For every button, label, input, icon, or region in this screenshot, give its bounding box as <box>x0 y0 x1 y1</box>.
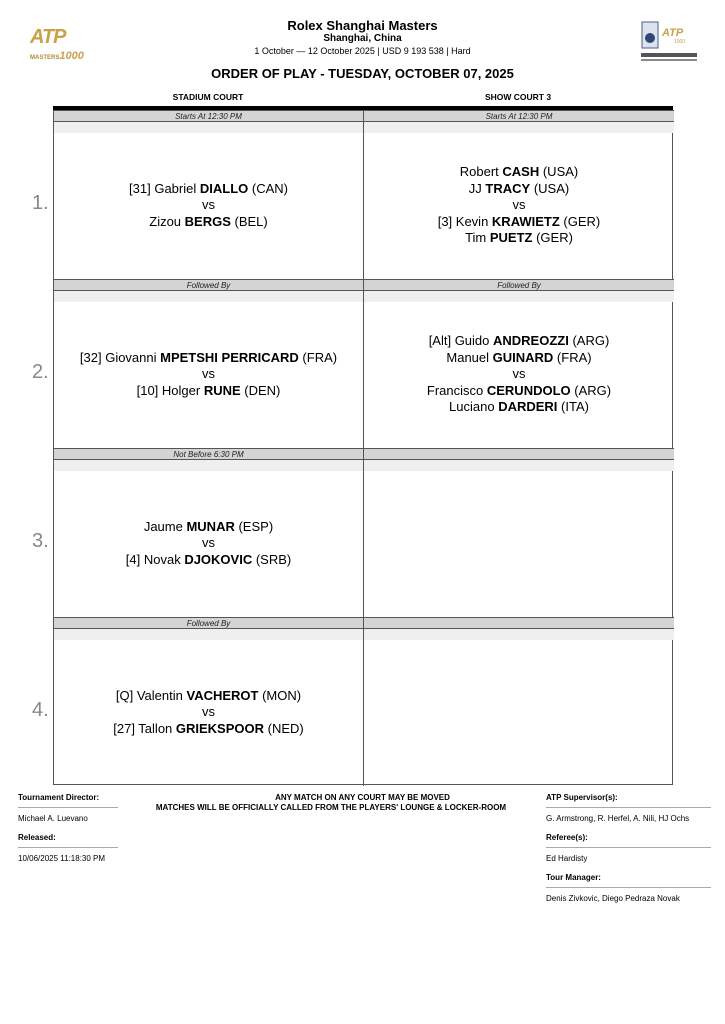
notice-moved: ANY MATCH ON ANY COURT MAY BE MOVED <box>275 793 450 802</box>
start-time-band <box>364 617 674 629</box>
player-prefix: [31] Gabriel <box>129 180 200 196</box>
player-line <box>113 721 303 738</box>
player-surname: GUINARD <box>492 349 554 365</box>
player-country: (FRA) <box>298 349 338 365</box>
player-prefix: [27] Tallon <box>113 720 176 736</box>
footer-value: G. Armstrong, R. Herfel, A. Nili, HJ Ochs <box>546 814 690 823</box>
row-number: 2. <box>32 361 49 383</box>
player-line <box>465 230 573 247</box>
player-surname: BERGS <box>184 213 231 229</box>
start-time-band: Followed By <box>364 279 674 291</box>
player-prefix: JJ <box>468 180 486 196</box>
spacer-band <box>54 291 363 302</box>
player-surname: DARDERI <box>498 399 558 415</box>
match-cell <box>364 448 674 617</box>
tournament-info: 1 October — 12 October 2025 | USD 9 193 538 | Hard <box>254 46 471 56</box>
start-time-band <box>364 448 674 460</box>
player-country: (ARG) <box>570 382 612 398</box>
vs-label <box>202 704 215 721</box>
player-prefix: vs <box>512 197 526 213</box>
match-players <box>364 302 674 447</box>
match-cell <box>54 110 364 279</box>
player-prefix: vs <box>202 704 215 720</box>
row-number: 1. <box>32 192 49 214</box>
player-surname: PUETZ <box>489 230 533 246</box>
player-prefix: vs <box>202 535 215 551</box>
footer-label: ATP Supervisor(s): <box>546 793 618 802</box>
spacer-band <box>364 291 674 302</box>
row-number: 4. <box>32 699 49 721</box>
match-cell <box>364 110 674 279</box>
player-line <box>137 383 281 400</box>
player-prefix: [3] Kevin <box>437 213 492 229</box>
player-line <box>80 350 337 367</box>
match-players <box>54 640 363 785</box>
player-prefix: Robert <box>459 164 503 180</box>
player-country: (BEL) <box>230 213 268 229</box>
player-surname: CERUNDOLO <box>486 382 571 398</box>
player-country: (ITA) <box>557 399 589 415</box>
match-players <box>54 133 363 278</box>
court-header-stadium: STADIUM COURT <box>172 92 244 102</box>
match-players <box>364 640 674 785</box>
match-cell <box>364 617 674 786</box>
player-line <box>149 214 267 231</box>
divider <box>18 847 118 848</box>
player-line <box>144 519 273 536</box>
player-country: (ARG) <box>568 333 610 349</box>
player-country: (SRB) <box>252 551 292 567</box>
footer-label: Tournament Director: <box>18 793 100 802</box>
spacer-band <box>54 122 363 133</box>
row-number: 3. <box>32 530 49 552</box>
match-players <box>364 133 674 278</box>
player-country: (GER) <box>532 230 573 246</box>
footer-label: Released: <box>18 833 56 842</box>
match-cell <box>364 279 674 448</box>
svg-text:ATP: ATP <box>662 27 684 39</box>
spacer-band <box>54 629 363 640</box>
player-country: (MON) <box>258 687 302 703</box>
player-surname: GRIEKSPOOR <box>175 720 265 736</box>
player-surname: KRAWIETZ <box>491 213 560 229</box>
footer-label: Tour Manager: <box>546 873 601 882</box>
vs-label <box>202 366 215 383</box>
player-line <box>116 688 301 705</box>
order-of-play-title: ORDER OF PLAY - TUESDAY, OCTOBER 07, 2025 <box>211 66 514 81</box>
player-line <box>427 383 611 400</box>
footer-value: Denis Zivkovic, Diego Pedraza Novak <box>546 894 680 903</box>
footer-label: Referee(s): <box>546 833 588 842</box>
spacer-band <box>54 460 363 471</box>
match-cell <box>54 448 364 617</box>
player-surname: TRACY <box>485 180 531 196</box>
player-line <box>460 164 578 181</box>
player-line <box>429 333 610 350</box>
spacer-band <box>364 122 674 133</box>
player-surname: ANDREOZZI <box>493 333 569 349</box>
player-line <box>438 214 601 231</box>
player-prefix: Tim <box>465 230 490 246</box>
start-time-band: Not Before 6:30 PM <box>54 448 363 460</box>
player-prefix: vs <box>202 366 215 382</box>
svg-text:1000: 1000 <box>674 39 686 45</box>
vs-label <box>513 197 526 214</box>
player-prefix: Francisco <box>426 382 487 398</box>
spacer-band <box>364 460 674 471</box>
footer-right <box>546 793 711 913</box>
player-country: (USA) <box>539 164 579 180</box>
match-players <box>54 302 363 447</box>
spacer-band <box>364 629 674 640</box>
player-country: (CAN) <box>248 180 288 196</box>
player-prefix: Luciano <box>449 399 499 415</box>
footer-value: Ed Hardisty <box>546 854 588 863</box>
player-prefix: Jaume <box>143 518 187 534</box>
divider <box>546 887 711 888</box>
player-surname: DIALLO <box>199 180 249 196</box>
footer-value: 10/06/2025 11:18:30 PM <box>18 854 106 863</box>
player-surname: DJOKOVIC <box>184 551 253 567</box>
player-surname: VACHEROT <box>186 687 259 703</box>
vs-label <box>202 197 215 214</box>
divider <box>546 847 711 848</box>
player-prefix: vs <box>512 366 526 382</box>
player-prefix: [32] Giovanni <box>79 349 161 365</box>
start-time-band: Followed By <box>54 617 363 629</box>
start-time-band: Starts At 12:30 PM <box>54 110 363 122</box>
player-surname: RUNE <box>203 382 241 398</box>
court-header-show-court-3: SHOW COURT 3 <box>484 92 552 102</box>
player-line <box>129 181 288 198</box>
player-country: (NED) <box>264 720 304 736</box>
player-prefix: [Q] Valentin <box>115 687 187 703</box>
vs-label <box>202 535 215 552</box>
player-country: (USA) <box>530 180 570 196</box>
match-cell <box>54 617 364 786</box>
player-prefix: [10] Holger <box>136 382 204 398</box>
player-line <box>126 552 291 569</box>
player-prefix: [Alt] Guido <box>428 333 493 349</box>
player-prefix: vs <box>202 197 215 213</box>
atp-masters-1000-logo: ATP MASTERS1000 <box>30 26 84 62</box>
player-country: (DEN) <box>240 382 281 398</box>
player-surname: MUNAR <box>186 518 235 534</box>
player-country: (GER) <box>559 213 601 229</box>
player-line <box>469 181 569 198</box>
match-cell <box>54 279 364 448</box>
footer-value: Michael A. Luevano <box>18 814 88 823</box>
player-prefix: Manuel <box>446 349 493 365</box>
start-time-band: Followed By <box>54 279 363 291</box>
notice-called: MATCHES WILL BE OFFICIALLY CALLED FROM THE PLAYERS' LOUNGE & LOCKER-ROOM <box>155 803 507 812</box>
player-line <box>446 350 591 367</box>
schedule-grid <box>53 110 673 785</box>
match-players <box>364 471 674 616</box>
player-prefix: Zizou <box>149 213 185 229</box>
player-surname: MPETSHI PERRICARD <box>160 349 299 365</box>
match-players <box>54 471 363 616</box>
player-prefix: [4] Novak <box>125 551 185 567</box>
player-surname: CASH <box>502 164 540 180</box>
divider <box>546 807 711 808</box>
player-country: (FRA) <box>553 349 592 365</box>
player-line <box>449 399 589 416</box>
tournament-title: Rolex Shanghai Masters <box>287 18 438 33</box>
tournament-location: Shanghai, China <box>323 33 402 44</box>
player-country: (ESP) <box>234 518 274 534</box>
vs-label <box>513 366 526 383</box>
start-time-band: Starts At 12:30 PM <box>364 110 674 122</box>
